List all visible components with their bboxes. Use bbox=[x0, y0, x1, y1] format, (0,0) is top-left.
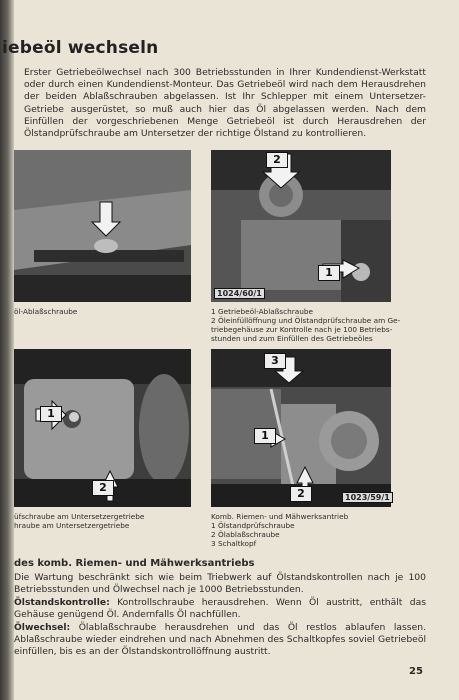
book-spine-shadow bbox=[0, 0, 14, 700]
figure4-caption bbox=[211, 512, 348, 548]
figure4-code: 1023/59/1 bbox=[342, 492, 393, 503]
oil-check-label: Ölstandskontrolle: bbox=[14, 597, 110, 608]
photo-oil-drain-plug bbox=[14, 150, 191, 302]
figure3-marker-1: 1 bbox=[40, 406, 62, 422]
oil-check-text: Kontrollschraube herausdrehen. Wenn Öl austritt, enthält das Gehäuse genügend Öl. Andernfalls Öl nachfüllen. bbox=[14, 597, 426, 620]
page-title: iebeöl wechseln bbox=[2, 38, 159, 58]
figure2-caption bbox=[211, 307, 400, 343]
figure3-caption-line: hraube am Untersetzergetriebe bbox=[14, 521, 130, 530]
figure4-marker-2: 2 bbox=[290, 486, 312, 502]
figure1-caption: öl-Ablaßschraube bbox=[14, 307, 78, 316]
figure3-caption bbox=[14, 512, 144, 530]
figure2-code: 1024/60/1 bbox=[214, 288, 265, 299]
page-number: 25 bbox=[409, 666, 423, 677]
figure2-marker-2: 2 bbox=[266, 152, 288, 168]
figure4-marker-3: 3 bbox=[264, 353, 286, 369]
intro-paragraph: Erster Getriebeölwechsel nach 300 Betriebsstunden in Ihrer Kundendienst-Werkstatt oder durch einen Kundendienst-Monteur. Das Getriebeöl wird nach dem Herausdrehen der beiden Ablaßschrauben abgelassen. Ist Ihr Schlepper mit einem Untersetzer-Getriebe ausgerüstet, so muß auch hier das Öl abgelassen werden. Nach dem Einfüllen der vorgeschriebenen Menge Getriebeöl ist durch Herausdrehen der Ölstandprüfschraube am Untersetzer der richtige Ölstand zu kontrollieren. bbox=[24, 67, 426, 140]
section-heading: des komb. Riemen- und Mähwerksantriebs bbox=[14, 558, 255, 569]
figure4-marker-1: 1 bbox=[254, 428, 276, 444]
figure2-marker-1: 1 bbox=[318, 265, 340, 281]
figure4-caption-line: Komb. Riemen- und Mähwerksantrieb bbox=[211, 512, 349, 521]
figure2-caption-line: triebegehäuse zur Kontrolle nach je 100 Betriebs- bbox=[211, 325, 393, 334]
figure2-caption-line: stunden und zum Einfüllen des Getriebeöles bbox=[211, 334, 373, 343]
section-paragraph-1: Die Wartung beschränkt sich wie beim Triebwerk auf Ölstandskontrollen nach je 100 Betriebsstunden und Ölwechsel nach je 1000 Betriebsstunden. bbox=[14, 572, 426, 595]
figure4-caption-line: 2 Ölablaßschraube bbox=[211, 530, 280, 539]
oil-change-text: Ölablaßschraube herausdrehen und das Öl restlos ablaufen lassen. Ablaßschraube wieder eindrehen und nach Abnehmen des Schaltkopfes soviel Getriebeöl einfüllen, bis es an der Ölstandskontrollöffnung austritt. bbox=[14, 622, 426, 657]
figure4-caption-line: 3 Schaltkopf bbox=[211, 539, 257, 548]
figure2-caption-line: 2 Öleinfüllöffnung und Ölstandprüfschraube am Ge- bbox=[211, 316, 401, 325]
figure2-caption-line: 1 Getriebeöl-Ablaßschraube bbox=[211, 307, 313, 316]
section-paragraph-oil-check bbox=[14, 597, 426, 621]
oil-change-label: Ölwechsel: bbox=[14, 622, 71, 633]
figure4-caption-line: 1 Ölstandprüfschraube bbox=[211, 521, 295, 530]
figure3-caption-line: üfschraube am Untersetzergetriebe bbox=[14, 512, 145, 521]
section-paragraph-oil-change bbox=[14, 622, 426, 658]
photo-belt-mower-drive bbox=[211, 349, 391, 507]
figure3-marker-2: 2 bbox=[92, 480, 114, 496]
photo-gearbox-plugs bbox=[211, 150, 391, 302]
